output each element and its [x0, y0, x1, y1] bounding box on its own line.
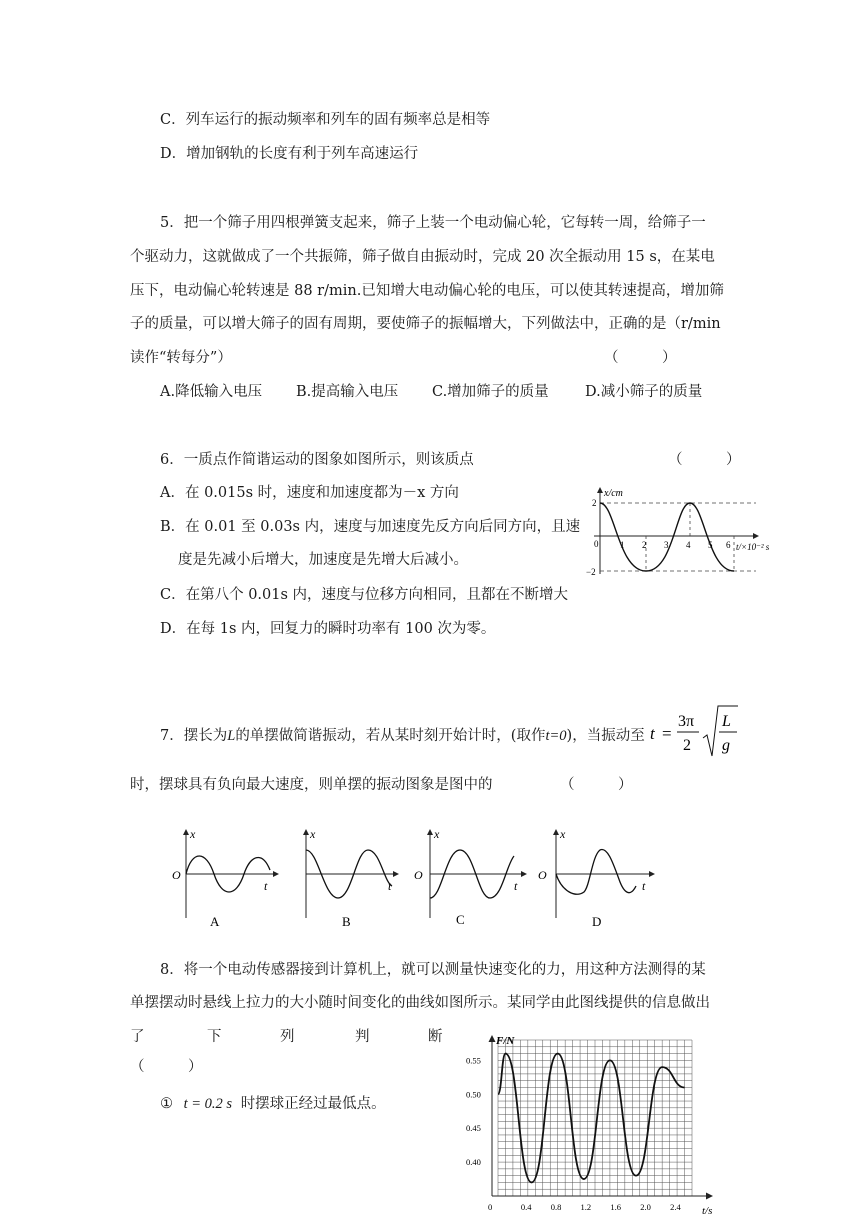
q7c-x-label: x	[434, 827, 440, 841]
q8-xtick-label: 0.8	[550, 1202, 562, 1212]
q8-item-1-num: ①	[160, 1096, 173, 1112]
q6-x-label: t/×10⁻² s	[736, 542, 770, 552]
q6-displacement-graph	[580, 482, 790, 582]
q6-y-label: x/cm	[604, 488, 623, 499]
q5-option-d: D.减小筛子的质量	[585, 384, 703, 400]
q7-stem-L: L	[227, 728, 236, 744]
q5-line-2: 个驱动力，这就做成了一个共振筛，筛子做自由振动时，完成 20 次全振动用 15 s，在某电	[130, 249, 715, 265]
q6-xtick-5: 5	[708, 540, 713, 550]
q8-answer-paren: （ ）	[130, 1059, 203, 1075]
q7d-label: D	[592, 914, 602, 929]
q7c-origin: O	[414, 868, 423, 882]
q5-line-3: 压下，电动偏心轮转速是 88 r/min.已知增大电动偏心轮的电压，可以使其转速提高，增加筛	[130, 283, 724, 299]
q7-line-2: 时，摆球具有负向最大速度，则单摆的振动图象是图中的	[130, 777, 493, 793]
q8-xtick-label: 0	[488, 1202, 493, 1212]
q8-x-label: t/s	[702, 1205, 713, 1216]
q7d-x-label: x	[560, 827, 566, 841]
q7-formula-g: g	[722, 737, 730, 754]
q7-graph-d	[536, 826, 660, 932]
q7-formula-den: 2	[683, 737, 691, 754]
q7d-t-label: t	[642, 879, 646, 893]
q7-stem-mid: 的单摆做简谐振动，若从某时刻开始计时，(取作	[235, 728, 546, 744]
q5-line-4: 子的质量，可以增大筛子的固有周期，要使筛子的振幅增大，下列做法中，正确的是（r/min	[130, 316, 721, 332]
q7-formula-L: L	[722, 713, 731, 730]
q8-xtick-label: 0.4	[520, 1202, 532, 1212]
q8-ytick-label: 0.40	[466, 1157, 481, 1168]
q8-item-1-math: t = 0.2 s	[183, 1096, 233, 1112]
q7-answer-paren: （ ）	[560, 777, 633, 793]
q7b-x-label: x	[310, 827, 316, 841]
q5-option-a: A.降低输入电压	[160, 384, 263, 400]
q8-ytick-label: 0.55	[466, 1055, 481, 1066]
q7-formula-t: t	[650, 724, 655, 743]
q8-item-1-text: 时摆球正经过最低点。	[240, 1096, 386, 1112]
q8-line-3-char-1: 了	[130, 1029, 145, 1045]
q7-stem-t0: t=0	[545, 728, 567, 744]
q5-option-c: C.增加筛子的质量	[432, 384, 549, 400]
q5-line-1: 5．把一个筛子用四根弹簧支起来，筛子上装一个电动偏心轮，它每转一周，给筛子一	[160, 215, 706, 231]
q6-xtick-1: 1	[620, 540, 625, 550]
q8-xtick-label: 2.0	[640, 1202, 651, 1212]
q6-option-d: D．在每 1s 内，回复力的瞬时功率有 100 次为零。	[160, 621, 496, 637]
q7-formula-eq: =	[662, 724, 672, 743]
q6-answer-paren: （ ）	[668, 452, 741, 468]
q8-ytick-label: 0.50	[466, 1089, 481, 1100]
q7-graph-b	[294, 826, 406, 932]
q6-option-a: A．在 0.015s 时，速度和加速度都为－x 方向	[160, 485, 459, 501]
q6-stem: 6．一质点作简谐运动的图象如图所示，则该质点	[160, 452, 474, 468]
q7-stem	[160, 726, 645, 746]
q8-line-3-char-4: 判	[355, 1029, 370, 1045]
q4-option-c: C．列车运行的振动频率和列车的固有频率总是相等	[160, 112, 491, 128]
q7-formula-num: 3π	[678, 713, 695, 730]
q8-line-3-char-3: 列	[280, 1029, 295, 1045]
q7c-t-label: t	[514, 879, 518, 893]
q6-option-b-line-1: B．在 0.01 至 0.03s 内，速度与加速度先反方向后同方向，且速	[160, 519, 581, 535]
q6-ytick-neg: −2	[586, 567, 596, 577]
q8-line-2: 单摆摆动时悬线上拉力的大小随时间变化的曲线如图所示。某同学由此图线提供的信息做出	[130, 995, 710, 1011]
q7a-t-label: t	[264, 879, 268, 893]
q8-xtick-label: 1.6	[610, 1202, 622, 1212]
q6-xtick-2: 2	[642, 540, 647, 550]
q6-xtick-3: 3	[664, 540, 669, 550]
q7b-t-label: t	[388, 879, 392, 893]
q8-ytick-label: 0.45	[466, 1123, 481, 1134]
q8-y-ticks	[466, 1055, 481, 1167]
q8-y-label: F/N	[496, 1035, 515, 1047]
q6-wave-curve	[600, 503, 734, 571]
q7-stem-post: )，当振动至	[566, 728, 645, 744]
q6-option-c: C．在第八个 0.01s 内，速度与位移方向相同，且都在不断增大	[160, 587, 569, 603]
q5-option-b: B.提高输入电压	[296, 384, 399, 400]
q8-x-ticks	[488, 1202, 681, 1212]
q5-answer-paren: （ ）	[604, 350, 677, 366]
q6-xtick-4: 4	[686, 540, 691, 550]
q8-grid	[498, 1040, 692, 1196]
q8-line-1: 8．将一个电动传感器接到计算机上，就可以测量快速变化的力，用这种方法测得的某	[160, 962, 706, 978]
q7a-x-label: x	[190, 827, 196, 841]
q5-line-5: 读作“转每分”）	[130, 350, 232, 366]
q6-ytick-pos: 2	[592, 498, 597, 508]
q4-option-d: D．增加钢轨的长度有利于列车高速运行	[160, 146, 419, 162]
q8-force-chart	[462, 1030, 724, 1216]
q7-graph-c	[410, 826, 532, 932]
q6-origin: 0	[594, 539, 599, 549]
q8-xtick-label: 2.4	[670, 1202, 681, 1212]
q7-stem-pre: 7．摆长为	[160, 728, 228, 744]
q7-sqrt-sign	[703, 706, 738, 756]
q7-graph-a	[170, 826, 282, 932]
q8-line-3-char-2: 下	[207, 1029, 222, 1045]
q8-xtick-label: 1.2	[580, 1202, 592, 1212]
q8-force-curve	[498, 1054, 685, 1183]
q7c-label: C	[456, 912, 465, 927]
q7b-label: B	[342, 914, 351, 929]
q8-line-3-char-5: 断	[428, 1029, 443, 1045]
q6-option-b-line-2: 度是先减小后增大，加速度是先增大后减小。	[178, 552, 468, 568]
q8-item-1	[160, 1094, 386, 1114]
q7a-label: A	[210, 914, 220, 929]
q7a-origin: O	[172, 868, 181, 882]
q7d-origin: O	[538, 868, 547, 882]
q7-formula	[648, 704, 740, 762]
q6-xtick-6: 6	[726, 540, 731, 550]
q7d-curve	[556, 849, 636, 894]
